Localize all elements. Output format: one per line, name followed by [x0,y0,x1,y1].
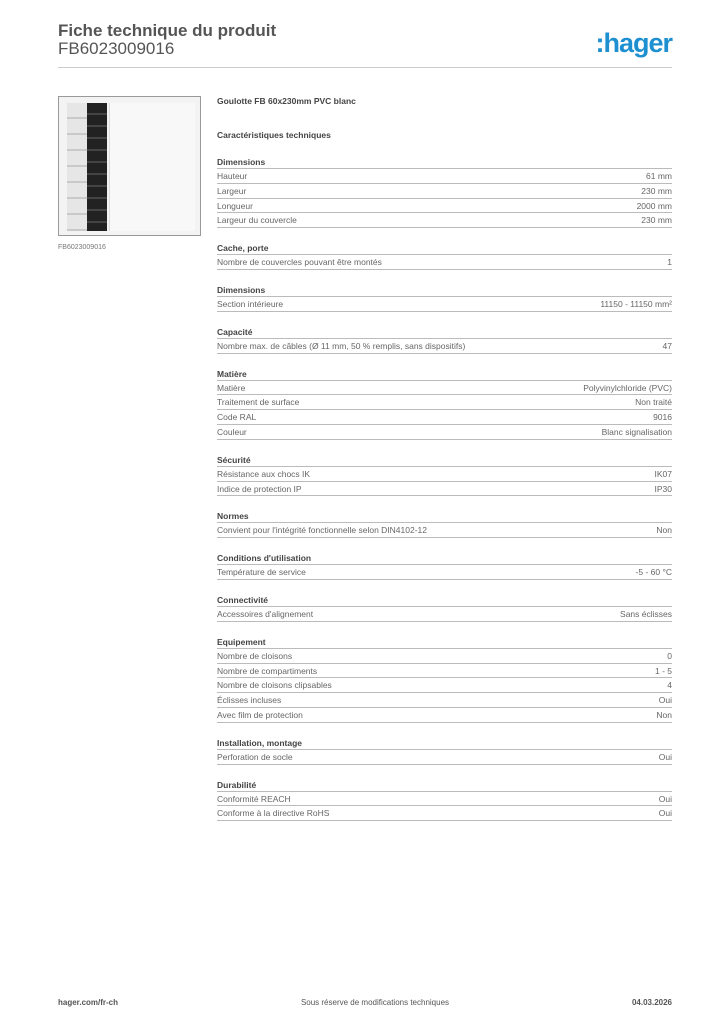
spec-row [217,693,672,708]
section-heading: Equipement [217,635,672,649]
spec-value: Oui [658,751,672,762]
spec-label: Nombre de compartiments [217,665,318,676]
spec-row [217,184,672,199]
spec-value: 2000 mm [636,200,672,211]
product-code: FB6023009016 [58,39,175,58]
spec-label: Température de service [217,567,306,578]
spec-value: Oui [658,695,672,706]
footer-notice: Sous réserve de modifications techniques [300,998,450,1007]
spec-section [217,509,672,538]
spec-section [217,241,672,270]
spec-section [217,367,672,440]
spec-value: Non [656,709,672,720]
spec-row [217,395,672,410]
spec-label: Éclisses incluses [217,695,282,706]
spec-row [217,410,672,425]
spec-section [217,283,672,312]
spec-section-title: Caractéristiques techniques [217,130,331,140]
footer-website[interactable]: hager.com/fr-ch [58,998,119,1007]
section-heading: Sécurité [217,453,672,467]
section-heading: Normes [217,509,672,523]
spec-value: Polyvinylchloride (PVC) [583,382,672,393]
header-divider [58,67,672,68]
section-heading: Cache, porte [217,241,672,255]
spec-label: Conforme à la directive RoHS [217,808,330,819]
product-name: Goulotte FB 60x230mm PVC blanc [217,96,356,106]
hager-logo: :hager [595,28,672,58]
spec-value: Sans éclisses [620,608,672,619]
spec-section [217,736,672,765]
spec-label: Code RAL [217,412,257,423]
spec-value: 4 [667,680,672,691]
spec-value: 1 [667,257,672,268]
spec-value: 1 - 5 [654,665,672,676]
image-caption: FB6023009016 [58,244,106,251]
spec-content [217,96,672,821]
spec-label: Perforation de socle [217,751,293,762]
spec-value: -5 - 60 °C [635,567,672,578]
spec-value: 230 mm [641,215,672,226]
spec-row [217,199,672,214]
section-heading: Matière [217,367,672,381]
spec-label: Résistance aux chocs IK [217,468,311,479]
spec-value: 9016 [653,412,672,423]
spec-value: 0 [667,650,672,661]
footer-date: 04.03.2026 [631,998,672,1007]
section-heading: Dimensions [217,283,672,297]
spec-section [217,155,672,228]
spec-row [217,467,672,482]
section-heading: Installation, montage [217,736,672,750]
spec-row [217,649,672,664]
spec-row [217,523,672,538]
spec-label: Traitement de surface [217,397,300,408]
spec-row [217,213,672,228]
spec-value: 230 mm [641,185,672,196]
spec-label: Hauteur [217,171,248,181]
spec-label: Accessoires d'alignement [217,608,314,619]
spec-row [217,297,672,312]
spec-section [217,635,672,723]
section-heading: Capacité [217,325,672,339]
spec-row [217,482,672,497]
spec-label: Nombre de cloisons clipsables [217,680,332,691]
spec-label: Largeur [217,185,247,196]
spec-label: Nombre de couvercles pouvant être montés [217,257,382,268]
spec-row [217,425,672,440]
section-heading: Conditions d'utilisation [217,551,672,565]
spec-value: 47 [662,340,672,351]
footer [58,998,672,1007]
spec-value: Oui [658,793,672,804]
spec-row [217,806,672,821]
spec-row [217,750,672,765]
spec-label: Largeur du couvercle [217,215,297,226]
spec-value: 11150 - 11150 mm² [600,298,672,309]
section-heading: Dimensions [217,155,672,169]
spec-row [217,664,672,679]
spec-label: Nombre de cloisons [217,650,293,661]
spec-value: IP30 [654,483,672,494]
spec-row [217,339,672,354]
section-heading: Durabilité [217,778,672,792]
spec-row [217,678,672,693]
spec-row [217,565,672,580]
spec-label: Avec film de protection [217,709,303,720]
spec-section [217,325,672,354]
spec-label: Longueur [217,200,253,211]
page-title: Fiche technique du produit [58,21,277,40]
spec-label: Matière [217,382,246,393]
spec-row [217,381,672,396]
spec-value: Oui [658,808,672,819]
spec-value: Non [656,525,672,536]
spec-row [217,792,672,807]
spec-section [217,778,672,822]
spec-row [217,255,672,270]
spec-label: Nombre max. de câbles (Ø 11 mm, 50 % remplis, sans dispositifs) [217,340,466,351]
spec-label: Couleur [217,426,247,437]
spec-label: Indice de protection IP [217,483,302,494]
spec-section [217,551,672,580]
spec-label: Conformité REACH [217,793,291,804]
spec-row [217,607,672,622]
section-heading: Connectivité [217,593,672,607]
spec-value: Non traité [635,397,672,408]
spec-section [217,453,672,497]
spec-row [217,708,672,723]
spec-value: IK07 [654,468,672,479]
product-image [58,96,201,236]
spec-label: Section intérieure [217,298,284,309]
spec-value: Blanc signalisation [601,426,672,437]
spec-section [217,593,672,622]
spec-value: 61 mm [646,171,672,181]
spec-label: Convient pour l'intégrité fonctionnelle selon DIN4102-12 [217,525,428,536]
spec-row [217,169,672,184]
